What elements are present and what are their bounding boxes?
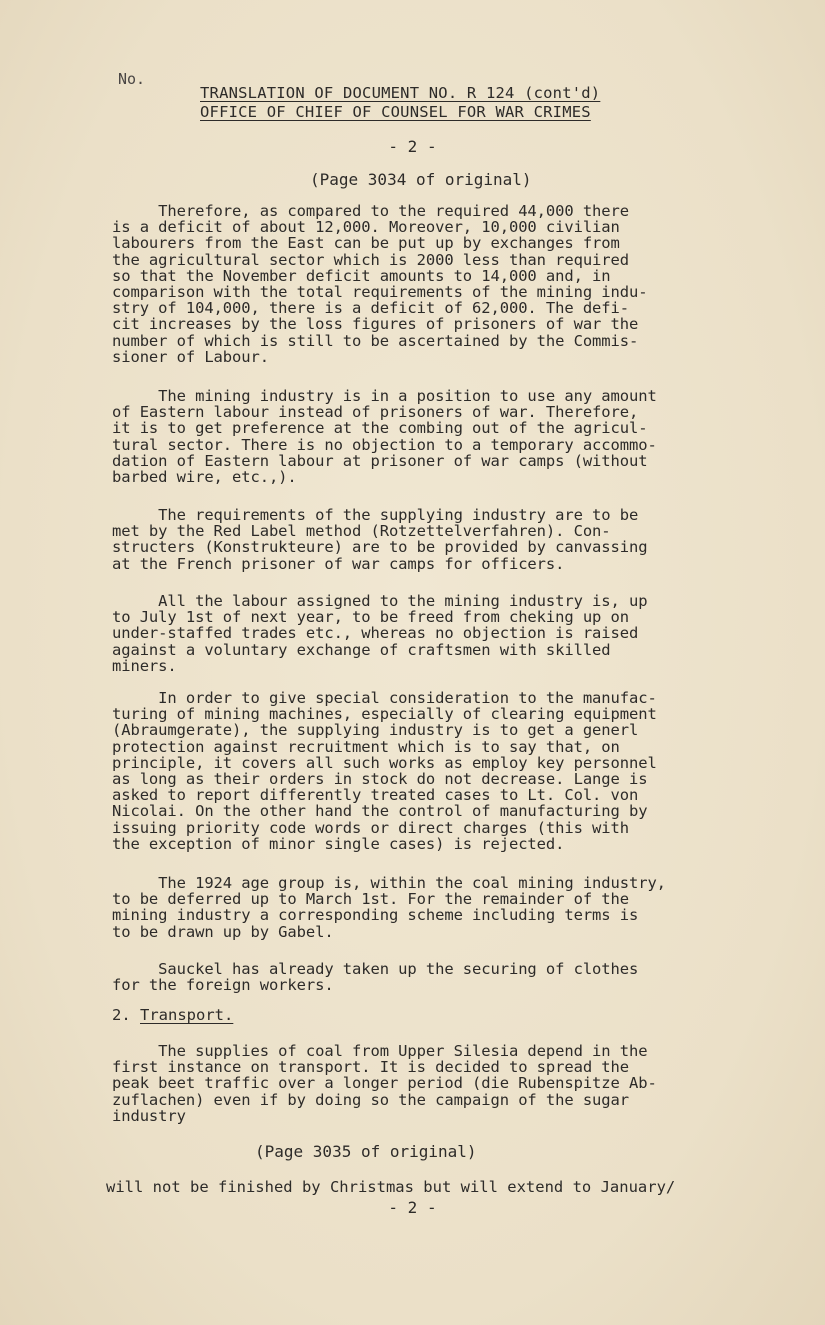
page-reference-3034: (Page 3034 of original) [310, 170, 532, 189]
paragraph-labour-assigned: All the labour assigned to the mining industry is, up to July 1st of next year, to be freed from cheking up on under-staffed trades etc., whereas no objection is raised against a voluntary exchange of craftsmen with skilled miners. [112, 592, 648, 675]
document-number-label: No. [118, 70, 146, 88]
page-number-top: - 2 - [388, 137, 437, 156]
paragraph-mining-machines: In order to give special consideration to the manufac- turing of mining machines, especially of clearing equipment (Abraumgerate), the supplying industry is to get a generl protection against recruitment which is to say that, on principle, it covers all such works as employ key personnel as long as their orders in stock do not decrease. Lange is asked to report differently treated cases to Lt. Col. von Nicolai. On the other hand the control of manufacturing by issuing priority code words or direct charges (this with the exception of minor single cases) is rejected. [112, 689, 657, 853]
page-number-bottom: - 2 - [388, 1198, 437, 1217]
section-title: Transport. [140, 1006, 234, 1024]
header-office: OFFICE OF CHIEF OF COUNSEL FOR WAR CRIMES [200, 103, 591, 121]
paragraph-transport: The supplies of coal from Upper Silesia depend in the first instance on transport. It is decided to spread the peak beet traffic over a longer period (die Rubenspitze Ab- zuflachen) even if by doing so the campaign of the sugar industry [112, 1042, 657, 1125]
section-number: 2. [112, 1006, 140, 1024]
page-reference-3035: (Page 3035 of original) [255, 1142, 477, 1161]
paragraph-eastern-labour: The mining industry is in a position to use any amount of Eastern labour instead of prisoners of war. Therefore, it is to get preference at the combing out of the agricul- tural sector. There is no objection to a temporary accommo- dation of Eastern labour at prisoner of war camps (without barbed wire, etc.,). [112, 387, 657, 487]
closing-line: will not be finished by Christmas but will extend to January/ [106, 1178, 676, 1196]
paragraph-supplying-industry: The requirements of the supplying industry are to be met by the Red Label method (Rotzettelverfahren). Con- structers (Konstrukteure) are to be provided by canvassing at the French prisoner of war camps for officers. [112, 506, 648, 573]
header-title: TRANSLATION OF DOCUMENT NO. R 124 (cont'd) [200, 84, 601, 102]
paragraph-deficit: Therefore, as compared to the required 44,000 there is a deficit of about 12,000. Moreover, 10,000 civilian labourers from the East can be put up by exchanges from the agricultural sector which is 2000 less than required so that the November deficit amounts to 14,000 and, in comparison with the total requirements of the mining indu- stry of 104,000, there is a deficit of 62,000. The defi- cit increases by the loss figures of prisoners of war the number of which is still to be ascertained by the Commis- sioner of Labour. [112, 202, 648, 366]
section-heading-transport [112, 1006, 233, 1024]
paragraph-clothes: Sauckel has already taken up the securing of clothes for the foreign workers. [112, 960, 639, 995]
paragraph-age-group: The 1924 age group is, within the coal mining industry, to be deferred up to March 1st. For the remainder of the mining industry a corresponding scheme including terms is to be drawn up by Gabel. [112, 874, 666, 941]
